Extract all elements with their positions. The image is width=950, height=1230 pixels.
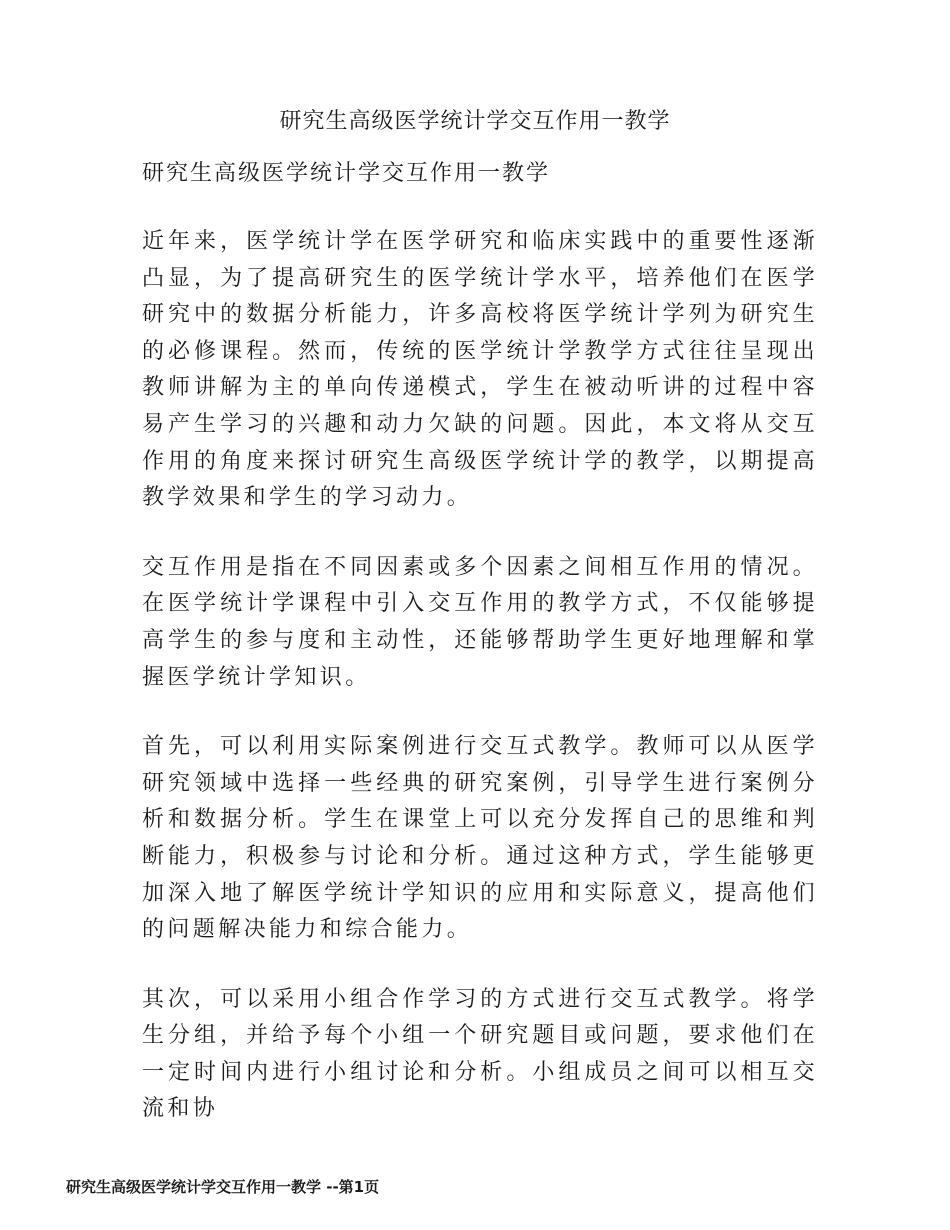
paragraph-group-learning: 其次，可以采用小组合作学习的方式进行交互式教学。将学生分组，并给予每个小组一个研究题目或问题，要求他们在一定时间内进行小组讨论和分析。小组成员之间可以相互交流和协: [142, 986, 818, 1122]
paragraph-intro: 近年来，医学统计学在医学研究和临床实践中的重要性逐渐凸显，为了提高研究生的医学统计学水平，培养他们在医学研究中的数据分析能力，许多高校将医学统计学列为研究生的必修课程。然而，传统的医学统计学教学方式往往呈现出教师讲解为主的单向传递模式，学生在被动听讲的过程中容易产生学习的兴趣和动力欠缺的问题。因此，本文将从交互作用的角度来探讨研究生高级医学统计学的教学，以期提高教学效果和学生的学习动力。: [142, 229, 818, 511]
document-subtitle: 研究生高级医学统计学交互作用一教学: [142, 161, 551, 186]
page-title: 研究生高级医学统计学交互作用一教学: [279, 109, 671, 134]
paragraph-case-teaching: 首先，可以利用实际案例进行交互式教学。教师可以从医学研究领域中选择一些经典的研究案例，引导学生进行案例分析和数据分析。学生在课堂上可以充分发挥自己的思维和判断能力，积极参与讨论和分析。通过这种方式，学生能够更加深入地了解医学统计学知识的应用和实际意义，提高他们的问题解决能力和综合能力。: [142, 734, 818, 943]
page-footer: 研究生高级医学统计学交互作用一教学 --第1页: [66, 1178, 380, 1196]
paragraph-interaction-definition: 交互作用是指在不同因素或多个因素之间相互作用的情况。在医学统计学课程中引入交互作用的教学方式，不仅能够提高学生的参与度和主动性，还能够帮助学生更好地理解和掌握医学统计学知识。: [142, 554, 818, 690]
document-body: [142, 224, 818, 1161]
